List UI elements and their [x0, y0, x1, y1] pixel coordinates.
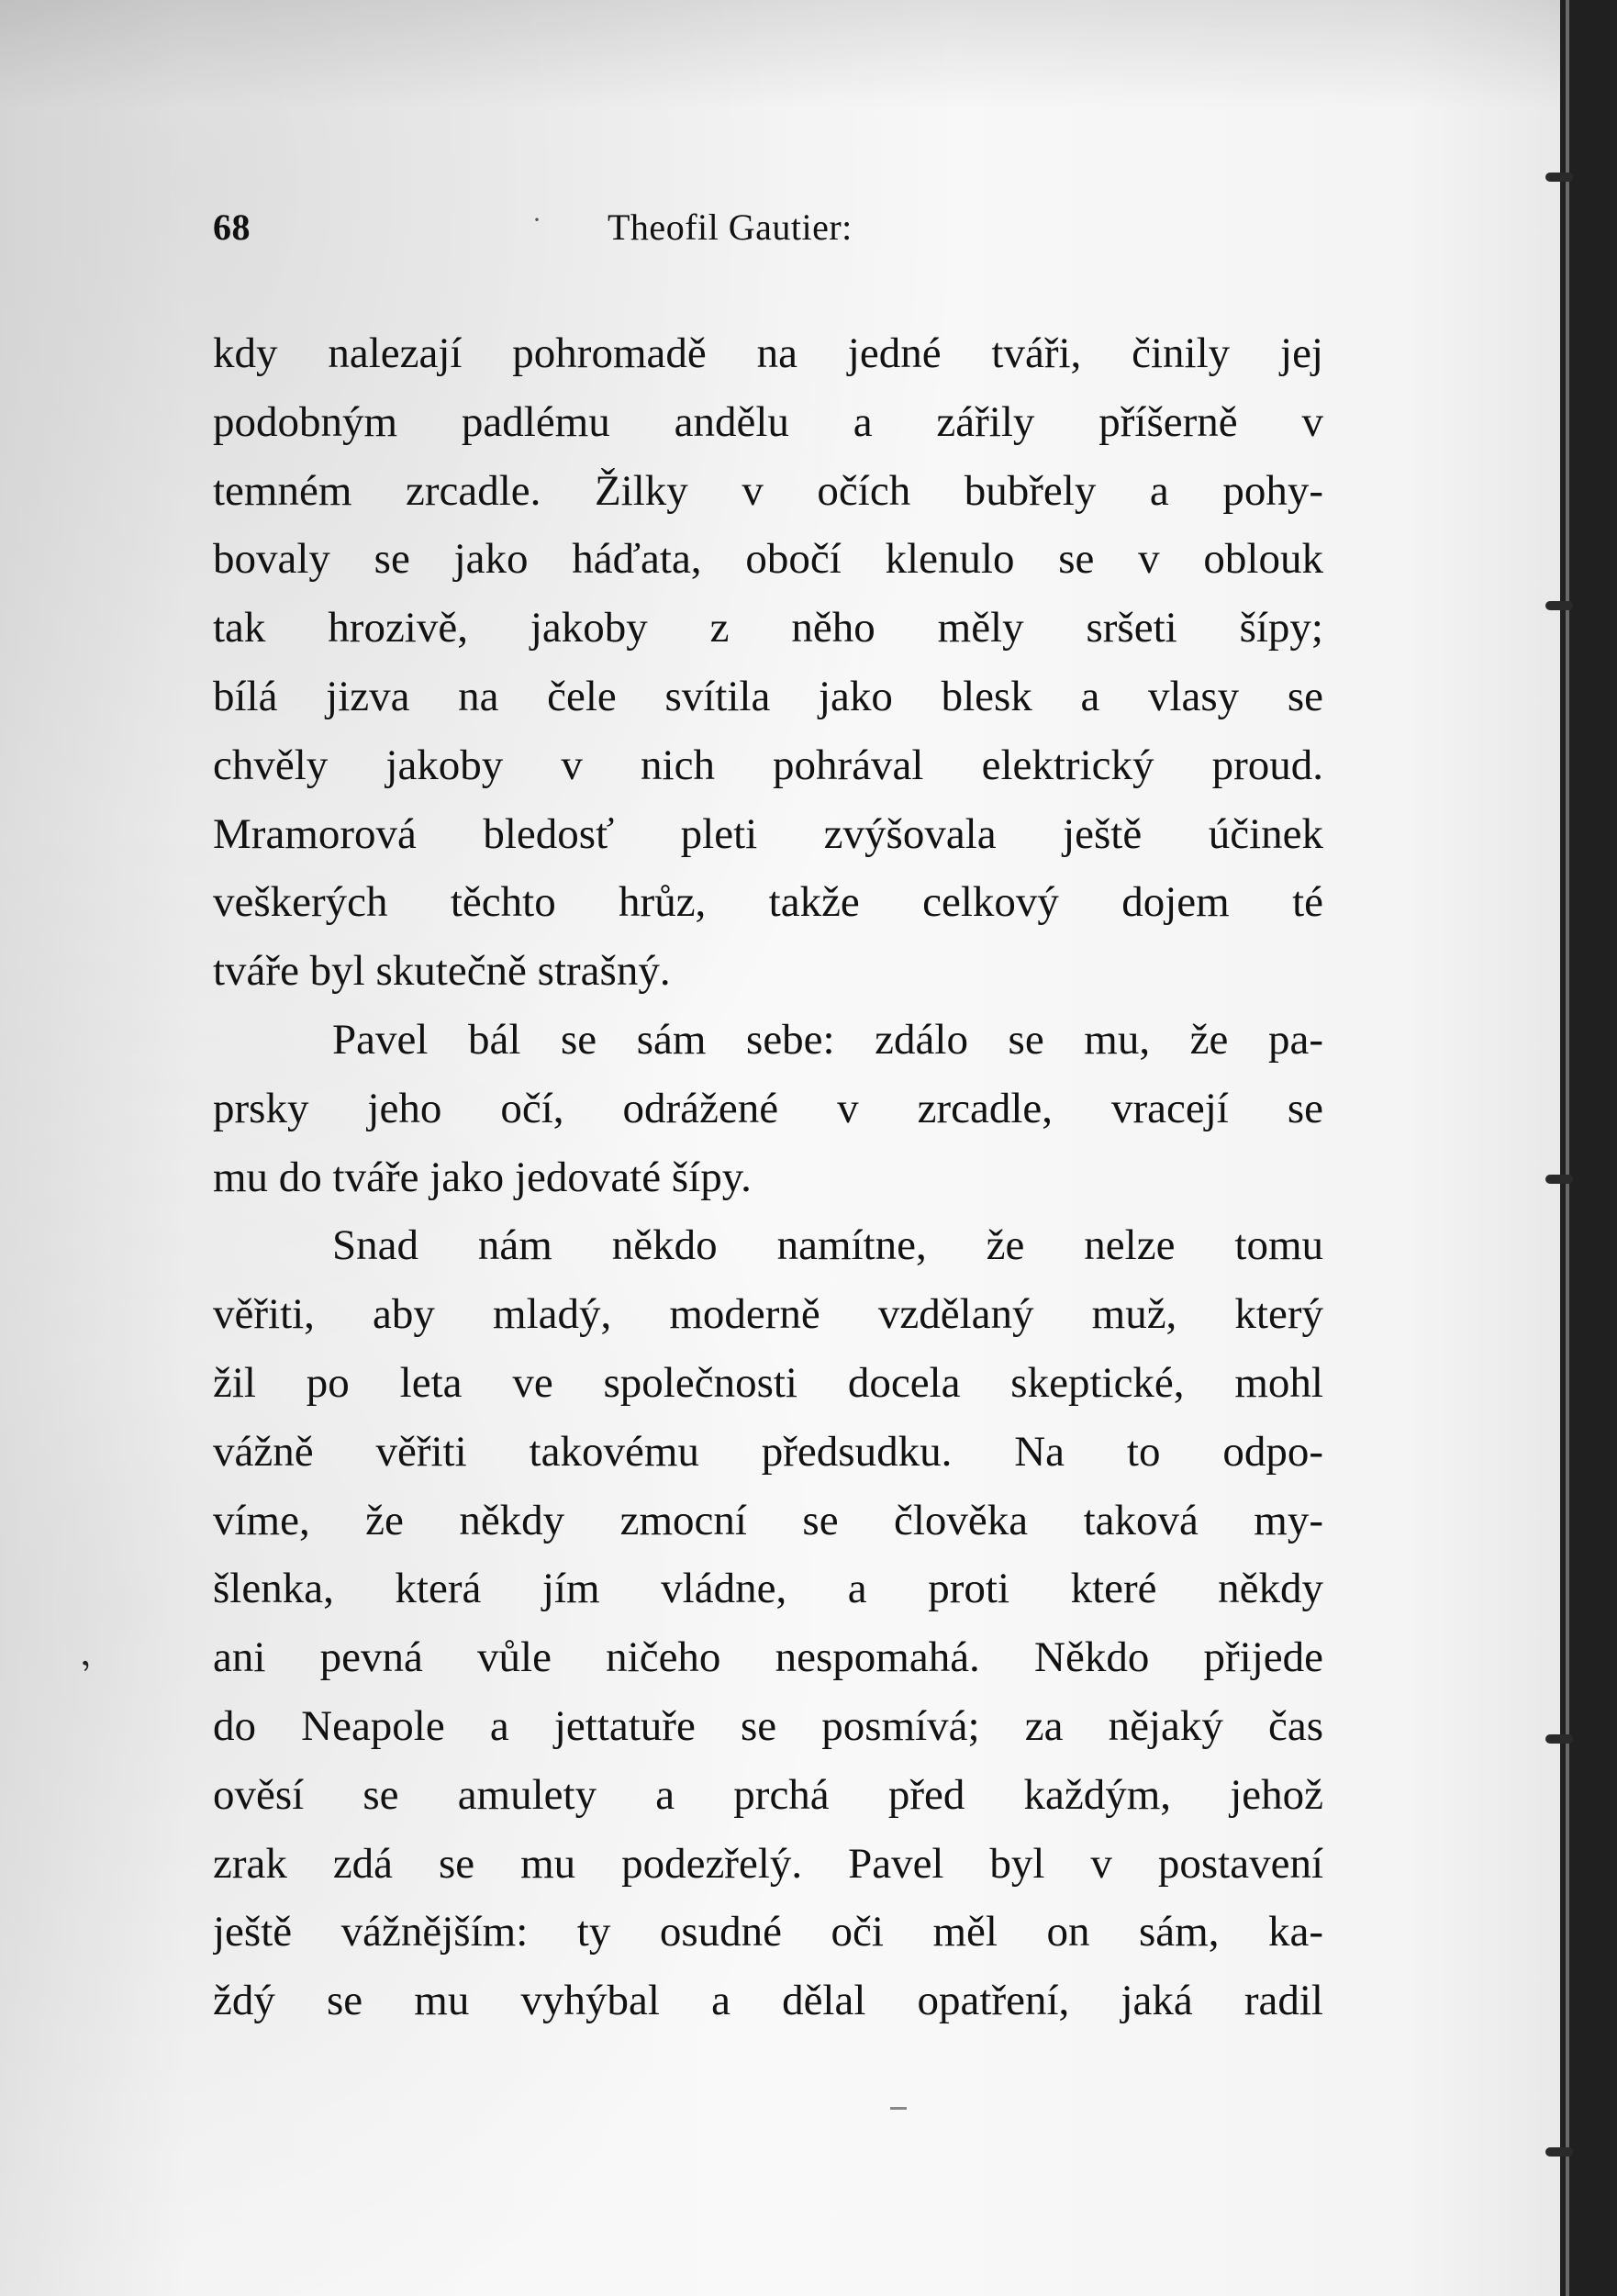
text-line: mu do tváře jako jedovaté šípy. — [213, 1153, 752, 1201]
page-number: 68 — [213, 206, 251, 248]
header-dot-mark: · — [532, 205, 542, 235]
running-head: Theofil Gautier: — [608, 206, 853, 248]
text-line: Pavel bál se sám sebe: zdálo se mu, že pa- — [332, 1015, 1323, 1064]
text-line: chvěly jakoby v nich pohrával elektrický proud. — [213, 741, 1323, 789]
text-line: vážně věřiti takovému předsudku. Na to odpo- — [213, 1427, 1323, 1476]
scan-edge-line — [1566, 0, 1569, 2296]
text-line: věřiti, aby mladý, moderně vzdělaný muž, který — [213, 1290, 1323, 1339]
text-line: tak hrozivě, jakoby z něho měly sršeti šípy; — [213, 604, 1323, 652]
text-line: ždý se mu vyhýbal a dělal opatření, jaká radil — [213, 1977, 1323, 2025]
binding-notch — [1545, 2147, 1573, 2157]
text-line: prsky jeho očí, odrážené v zrcadle, vracejí se — [213, 1084, 1323, 1132]
binding-notch — [1545, 1175, 1573, 1184]
body-text — [213, 319, 1323, 2035]
text-line: ještě vážnějším: ty osudné oči měl on sám, ka- — [213, 1908, 1323, 1956]
text-line: Mramorová bledosť pleti zvýšovala ještě účinek — [213, 809, 1323, 858]
binding-notch — [1545, 173, 1573, 182]
binding-notch — [1545, 1734, 1573, 1744]
text-line: zrak zdá se mu podezřelý. Pavel byl v postavení — [213, 1839, 1323, 1888]
text-line: žil po leta ve společnosti docela skeptické, mohl — [213, 1358, 1323, 1407]
scan-smudge: ʼ — [75, 1651, 103, 1697]
text-line: Snad nám někdo namítne, že nelze tomu — [332, 1221, 1323, 1270]
text-line: šlenka, která jím vládne, a proti které někdy — [213, 1565, 1323, 1613]
scan-shadow — [0, 0, 1560, 110]
scan-mark — [890, 2107, 907, 2110]
text-line: temném zrcadle. Žilky v očích bubřely a pohy- — [213, 466, 1323, 515]
text-line: bovaly se jako háďata, obočí klenulo se v oblouk — [213, 535, 1323, 584]
text-line: do Neapole a jettatuře se posmívá; za nějaký čas — [213, 1701, 1323, 1750]
page-header — [213, 200, 1323, 255]
text-line: ani pevná vůle ničeho nespomahá. Někdo přijede — [213, 1633, 1323, 1682]
text-line: veškerých těchto hrůz, takže celkový dojem té — [213, 878, 1323, 927]
text-line: podobným padlému andělu a zářily příšerně v — [213, 397, 1323, 446]
text-line: ověsí se amulety a prchá před každým, jehož — [213, 1770, 1323, 1819]
text-line: víme, že někdy zmocní se člověka taková my- — [213, 1496, 1323, 1544]
text-line: bílá jizva na čele svítila jako blesk a vlasy se — [213, 672, 1323, 720]
binding-notch — [1545, 601, 1573, 610]
text-line: tváře byl skutečně strašný. — [213, 947, 671, 996]
text-line: kdy nalezají pohromadě na jedné tváři, činily jej — [213, 329, 1323, 377]
